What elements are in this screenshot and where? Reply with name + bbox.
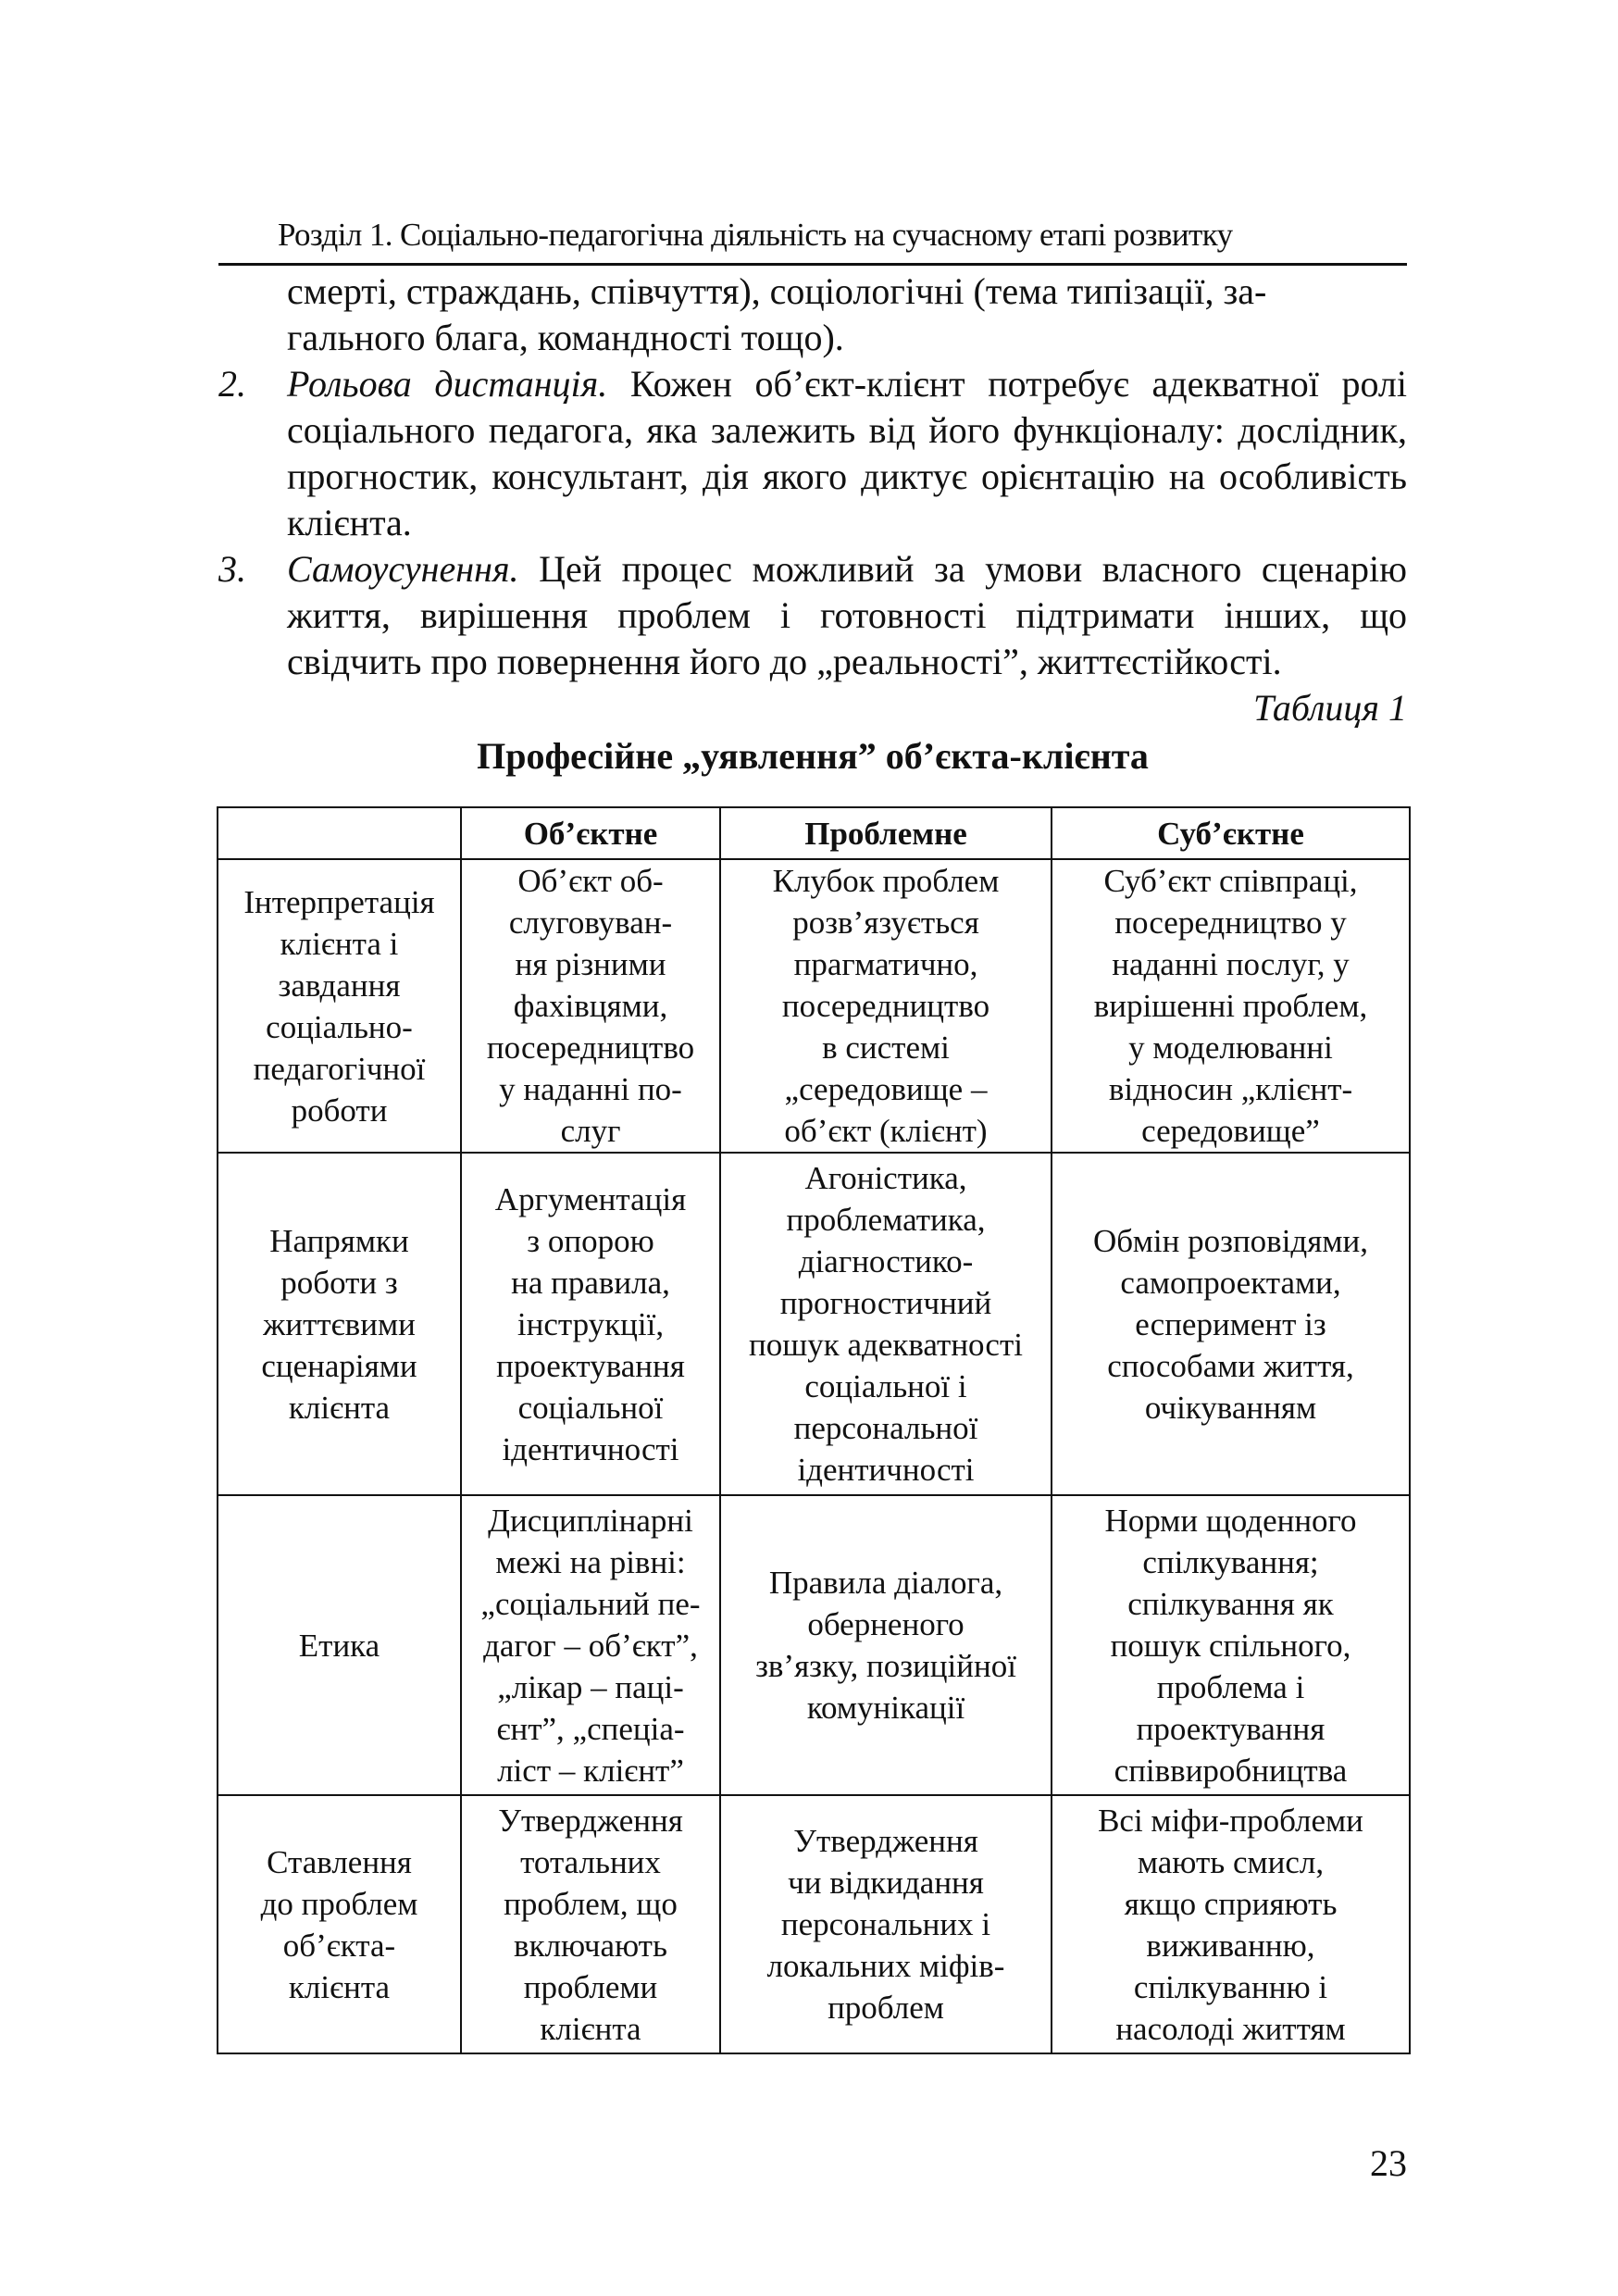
table-title: Професійне „уявлення” об’єкта-клієнта: [477, 735, 1149, 777]
cell-line: насолоді життям: [1115, 2010, 1346, 2047]
table-cell: [1052, 859, 1410, 1153]
cell-line: посередництво: [486, 1029, 695, 1066]
cell-line: межі на рівні:: [495, 1543, 686, 1580]
cell-line: Аргументація: [494, 1180, 687, 1217]
cell-line: клієнта: [540, 2010, 641, 2047]
cell-line: проблем: [828, 1990, 944, 2026]
cell-line: прогностичний: [779, 1285, 992, 1321]
table-cell: [1052, 1495, 1410, 1795]
body-text: [218, 268, 1407, 685]
cell-line: способами життя,: [1107, 1347, 1354, 1384]
cell-line: фахівцями,: [513, 988, 668, 1024]
cell-line: єнт”, „спеціа-: [496, 1710, 685, 1747]
cell-line: Об’єкт об-: [517, 863, 664, 899]
table-header-row: [218, 807, 1410, 859]
item-text: Кожен об’єкт-клієнт потребує адекватної ролі соціального педагога, яка залежить від його функціоналу: дослідник, прогностик, консультант, дія якого диктує орієнтацію на особливість клієнта.: [287, 363, 1408, 543]
cell-line: виживанню,: [1146, 1927, 1315, 1964]
cell-line: Інтерпретація: [243, 883, 435, 920]
cell-line: клієнта і: [280, 925, 399, 962]
cell-line: соціальної: [517, 1389, 664, 1426]
cell-line: комунікації: [806, 1690, 965, 1726]
cell-line: очікуванням: [1144, 1389, 1317, 1426]
cell-line: вирішенні проблем,: [1093, 988, 1368, 1024]
table-cell: [720, 859, 1052, 1153]
cell-line: Обмін розповідями,: [1093, 1222, 1368, 1259]
cell-line: есперимент із: [1135, 1305, 1326, 1342]
cell-line: Утвердження: [793, 1823, 978, 1859]
cell-line: об’єкта-: [282, 1927, 396, 1964]
table-body: [218, 859, 1410, 2053]
cell-line: наданні послуг, у: [1112, 946, 1350, 982]
table-row: [218, 1495, 1410, 1795]
cell-line: дагог – об’єкт”,: [483, 1627, 698, 1664]
item-term: Рольова дистанція.: [287, 363, 608, 405]
item-term: Самоусунення.: [287, 548, 519, 590]
cell-line: клієнта: [288, 1968, 391, 2005]
table-cell: [461, 1795, 720, 2053]
cell-line: проблема і: [1156, 1668, 1305, 1705]
cell-line: проблем, що: [504, 1885, 678, 1922]
cell-line: об’єкт (клієнт): [784, 1113, 988, 1149]
table-cell: [720, 1495, 1052, 1795]
cell-line: персональної: [793, 1410, 978, 1446]
cell-line: посередництво у: [1114, 905, 1347, 941]
table-cell: [720, 1153, 1052, 1495]
cell-line: життєвими: [263, 1305, 416, 1342]
cell-line: ліст – клієнт”: [497, 1752, 684, 1789]
cell-line: завдання: [278, 967, 401, 1004]
cell-line: середовище”: [1141, 1113, 1320, 1149]
cell-line: клієнта: [288, 1389, 391, 1426]
cell-line: соціально-: [266, 1008, 413, 1045]
cell-line: ідентичності: [502, 1430, 679, 1467]
cell-line: слуг: [560, 1113, 621, 1149]
list-item-3: [218, 546, 1407, 685]
cell-line: Суб’єкт співпраці,: [1103, 863, 1358, 899]
table-header-cell: Проблемне: [720, 807, 1052, 859]
text-line: гального блага, командності тощо).: [287, 317, 844, 358]
cell-line: Етика: [298, 1627, 380, 1664]
cell-line: посередництво: [781, 988, 990, 1024]
table-cell: [1052, 1153, 1410, 1495]
table-header-cell: Об’єктне: [461, 807, 720, 859]
item-number: 2.: [218, 363, 246, 405]
table-cell: [461, 859, 720, 1153]
cell-line: діагностико-: [798, 1243, 974, 1279]
cell-line: пошук адекватності: [749, 1327, 1023, 1363]
cell-line: Норми щоденного: [1104, 1502, 1357, 1539]
cell-line: в системі: [822, 1029, 950, 1066]
cell-line: Агоністика,: [804, 1160, 967, 1196]
cell-line: на правила,: [511, 1264, 670, 1301]
item-number: 3.: [218, 548, 246, 590]
cell-line: Утвердження: [498, 1802, 683, 1839]
cell-line: персональних і: [780, 1906, 991, 1942]
cell-line: Правила діалога,: [768, 1565, 1003, 1601]
cell-line: роботи: [291, 1092, 388, 1129]
cell-line: у моделюванні: [1128, 1029, 1333, 1066]
continuation-paragraph: [218, 268, 1407, 361]
cell-line: включають: [514, 1927, 667, 1964]
cell-line: пошук спільного,: [1110, 1627, 1351, 1664]
row-label-cell: [218, 859, 461, 1153]
table-cell: [461, 1495, 720, 1795]
cell-line: проектування: [1136, 1710, 1326, 1747]
cell-line: зв’язку, позиційної: [755, 1648, 1016, 1684]
cell-line: розв’язується: [792, 905, 979, 941]
cell-line: Напрямки: [269, 1222, 409, 1259]
cell-line: спілкування;: [1142, 1543, 1319, 1580]
cell-line: спілкування як: [1127, 1585, 1334, 1622]
cell-line: спілкуванню і: [1133, 1968, 1328, 2005]
cell-line: співвиробництва: [1114, 1752, 1348, 1789]
header-rule: [218, 263, 1407, 266]
cell-line: ня різними: [515, 946, 666, 982]
cell-line: Ставлення: [267, 1843, 412, 1880]
cell-line: проектування: [496, 1347, 685, 1384]
cell-line: „лікар – паці-: [497, 1668, 684, 1705]
page-number: 23: [1370, 2142, 1407, 2184]
cell-line: у наданні по-: [499, 1071, 682, 1107]
cell-line: соціальної і: [804, 1368, 967, 1404]
cell-line: „середовище –: [784, 1071, 988, 1107]
row-label-cell: [218, 1153, 461, 1495]
table-row: [218, 1153, 1410, 1495]
cell-line: Клубок проблем: [772, 863, 1000, 899]
cell-line: чи відкидання: [788, 1865, 984, 1901]
cell-line: тотальних: [520, 1843, 661, 1880]
cell-line: прагматично,: [793, 946, 978, 982]
table-row: [218, 1795, 1410, 2053]
table-cell: [720, 1795, 1052, 2053]
cell-line: ідентичності: [797, 1452, 975, 1488]
row-label-cell: [218, 1795, 461, 2053]
cell-line: локальних міфів-: [766, 1948, 1005, 1984]
cell-line: слуговуван-: [508, 905, 673, 941]
cell-line: відносин „клієнт-: [1108, 1071, 1353, 1107]
cell-line: проблематика,: [786, 1202, 986, 1238]
cell-line: Дисциплінарні: [488, 1502, 693, 1539]
table-header-cell: [218, 807, 461, 859]
cell-line: проблеми: [523, 1968, 658, 2005]
row-label-cell: [218, 1495, 461, 1795]
text-line: смерті, страждань, співчуття), соціологічні (тема типізації, за-: [287, 270, 1267, 312]
table-row: [218, 859, 1410, 1153]
running-head: Розділ 1. Соціально-педагогічна діяльність на сучасному етапі розвитку: [278, 217, 1233, 253]
cell-line: оберненого: [807, 1606, 965, 1642]
cell-line: інструкції,: [517, 1305, 665, 1342]
item-text: Цей процес можливий за умови власного сценарію життя, вирішення проблем і готовності підтримати інших, що свідчить про повернення його до „реальності”, життєстійкості.: [287, 548, 1407, 682]
cell-line: самопроектами,: [1120, 1264, 1341, 1301]
table-header-cell: Суб’єктне: [1052, 807, 1410, 859]
cell-line: якщо сприяють: [1124, 1885, 1338, 1922]
cell-line: педагогічної: [253, 1050, 426, 1087]
table-label: Таблиця 1: [1253, 687, 1407, 729]
cell-line: „соціальний пе-: [480, 1585, 701, 1622]
cell-line: до проблем: [260, 1885, 418, 1922]
table-cell: [1052, 1795, 1410, 2053]
cell-line: сценаріями: [261, 1347, 417, 1384]
list-item-2: [218, 361, 1407, 546]
cell-line: мають смисл,: [1137, 1843, 1325, 1880]
cell-line: з опорою: [527, 1222, 654, 1259]
data-table: [217, 806, 1411, 2054]
cell-line: роботи з: [280, 1264, 398, 1301]
table-cell: [461, 1153, 720, 1495]
cell-line: Всі міфи-проблеми: [1098, 1802, 1363, 1839]
